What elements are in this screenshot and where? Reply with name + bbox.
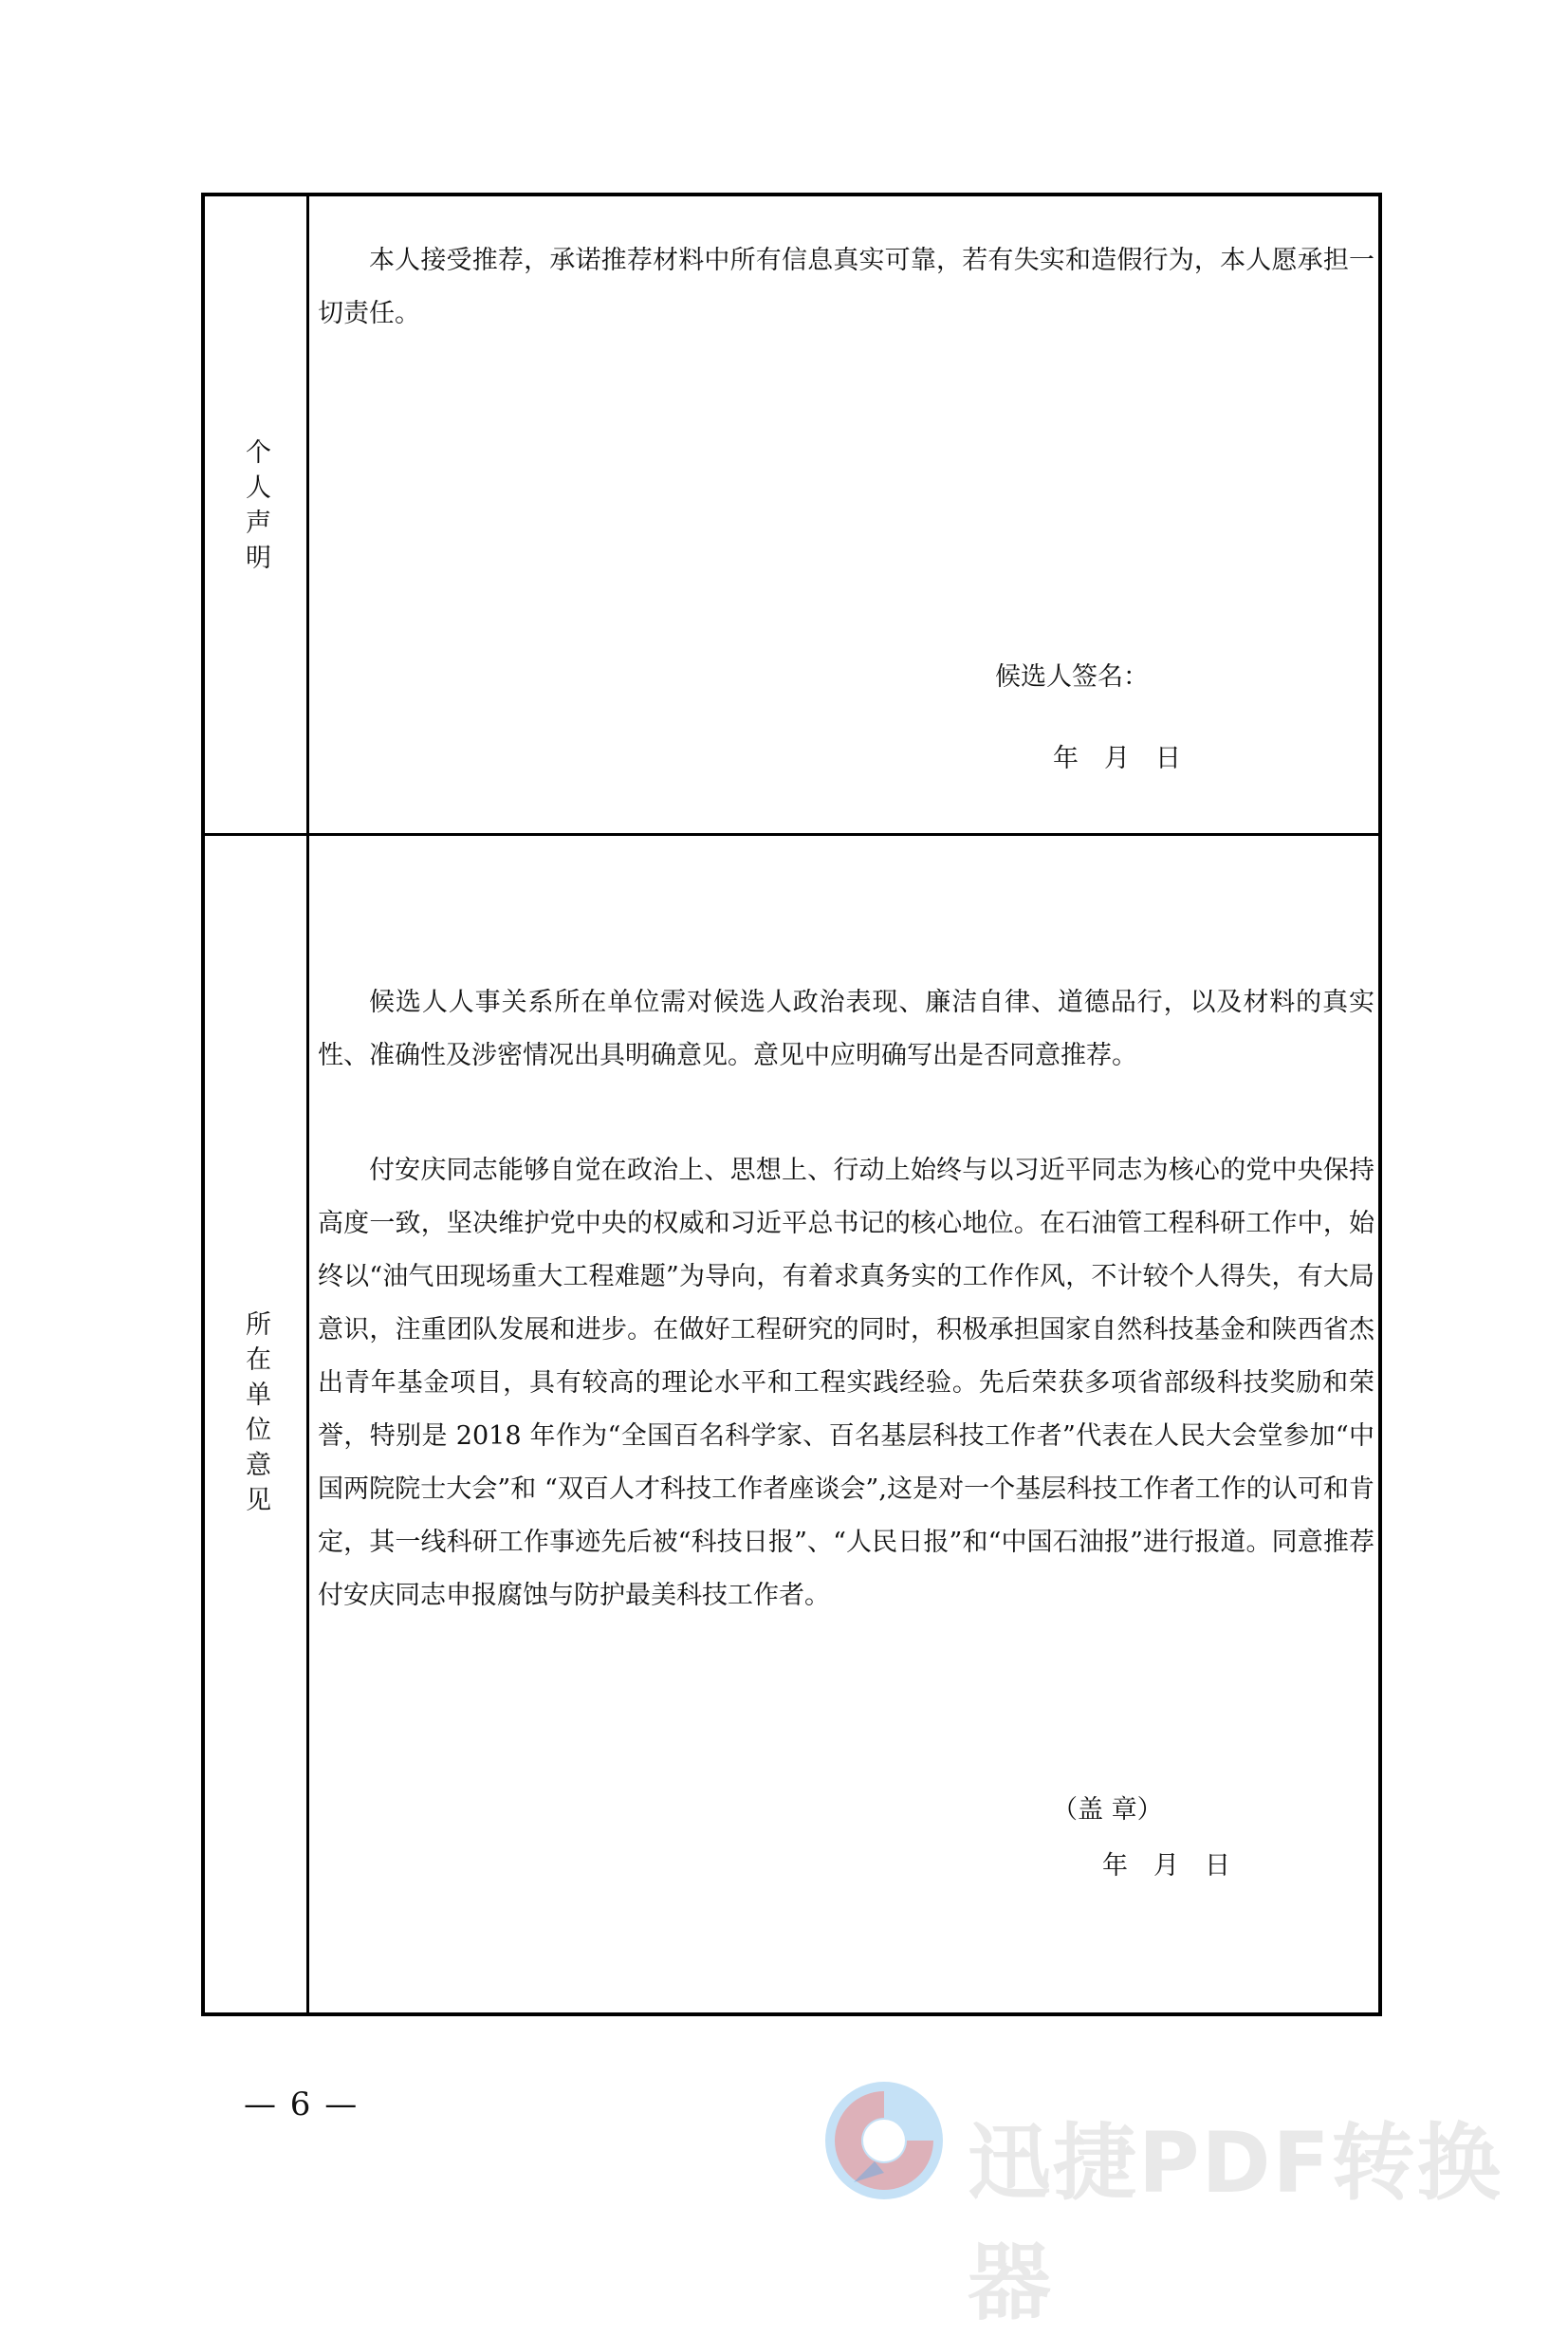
unit-opinion-date: 年 月 日 (1102, 1851, 1230, 1881)
unit-opinion-label-cell (205, 836, 309, 2012)
unit-opinion-instruction: 候选人人事关系所在单位需对候选人政治表现、廉洁自律、道德品行，以及材料的真实性、准确性及涉密情况出具明确意见。意见中应明确写出是否同意推荐。 (318, 988, 1374, 1070)
personal-statement-row (205, 196, 1378, 836)
candidate-signature-label: 候选人签名： (995, 662, 1149, 692)
personal-statement-content-cell (312, 196, 1378, 833)
unit-opinion-label: 所在单位意见 (241, 1310, 270, 1521)
converter-logo-icon (816, 2070, 958, 2213)
unit-opinion-row (205, 836, 1378, 2012)
personal-statement-label-cell (205, 196, 309, 833)
watermark (816, 2070, 1556, 2331)
page-number: — 6 — (244, 2086, 360, 2123)
watermark-text: 迅捷PDF转换器 (968, 2114, 1503, 2331)
unit-opinion-text: 付安庆同志能够自觉在政治上、思想上、行动上始终与以习近平同志为核心的党中央保持高度一致，坚决维护党中央的权威和习近平总书记的核心地位。在石油管工程科研工作中，始终以“油气田现场重大工程难题”为导向，有着求真务实的工作作风，不计较个人得失，有大局意识，注重团队发展和进步。在做好工程研究的同时，积极承担国家自然科技基金和陕西省杰出青年基金项目，具有较高的理论水平和工程实践经验。先后荣获多项省部级科技奖励和荣誉，特别是 2018 年作为“全国百名科学家、百名基层科技工作者”代表在人民大会堂参加“中国两院院士大会”和 “双百人才科技工作者座谈会”,这是对一个基层科技工作者工作的认可和肯定，其一线科研工作事迹先后被“科技日报”、“人民日报”和“中国石油报”进行报道。同意推荐付安庆同志申报腐蚀与防护最美科技工作者。 (318, 1156, 1374, 1610)
seal-label: （盖 章） (1052, 1795, 1163, 1825)
personal-statement-text: 本人接受推荐，承诺推荐材料中所有信息真实可靠，若有失实和造假行为，本人愿承担一切责任。 (318, 246, 1374, 328)
recommendation-form-table (201, 193, 1382, 2016)
personal-statement-label: 个人声明 (241, 438, 270, 579)
unit-opinion-content-cell (312, 836, 1378, 2012)
personal-statement-date: 年 月 日 (1053, 744, 1181, 773)
